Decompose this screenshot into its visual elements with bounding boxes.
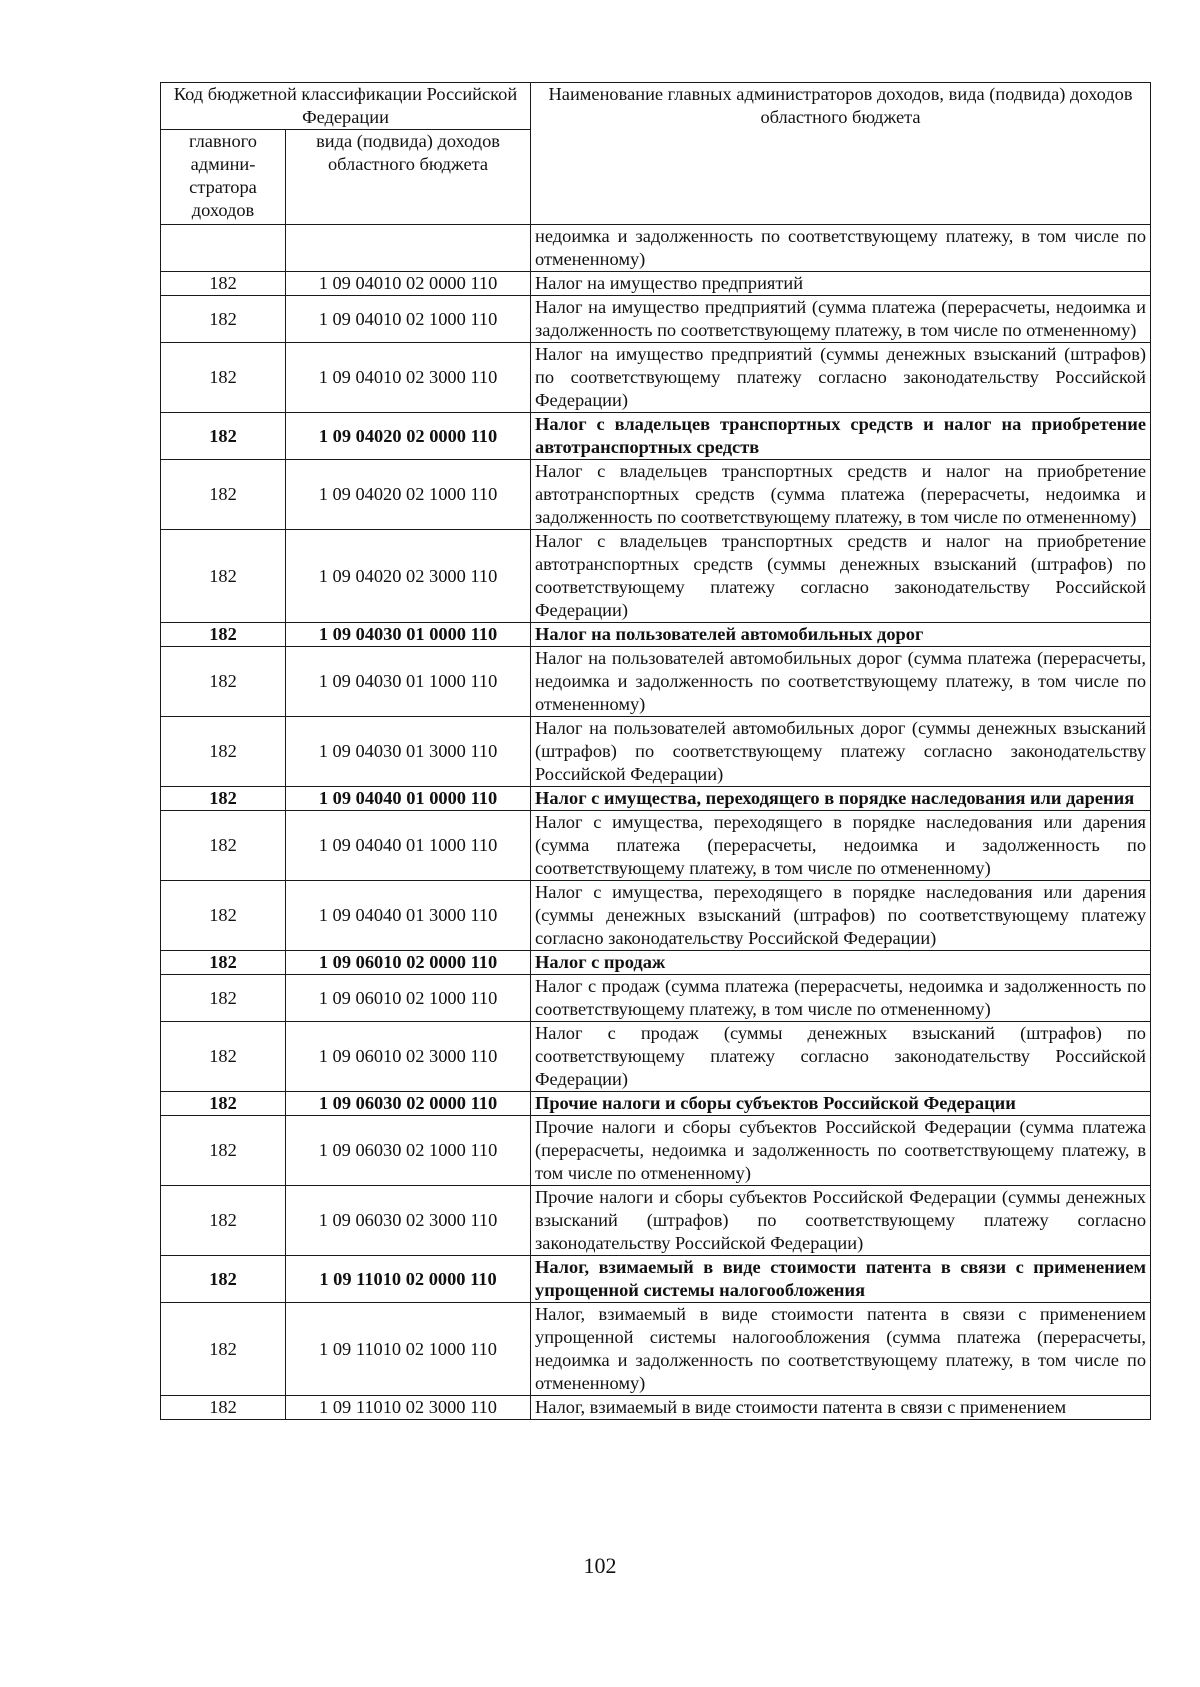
- table-row: [161, 343, 1151, 413]
- income-code-cell: 1 09 04020 02 0000 110: [286, 413, 531, 460]
- income-description-cell: Налог с имущества, переходящего в порядке наследования или дарения (суммы денежных взысканий (штрафов) по соответствующему платежу согласно законодательству Российской Федерации): [531, 881, 1151, 951]
- budget-classification-table: [160, 82, 1151, 1420]
- income-code-cell: [286, 225, 531, 272]
- header-admin-column: главного админи- стратора доходов: [161, 130, 286, 225]
- income-code-cell: 1 09 06030 02 1000 110: [286, 1116, 531, 1186]
- table-row: [161, 717, 1151, 787]
- admin-code-cell: 182: [161, 1256, 286, 1303]
- admin-code-cell: 182: [161, 1116, 286, 1186]
- income-description-cell: Налог, взимаемый в виде стоимости патента в связи с применением: [531, 1396, 1151, 1420]
- income-code-cell: 1 09 04010 02 1000 110: [286, 296, 531, 343]
- income-description-cell: Налог на имущество предприятий (сумма платежа (перерасчеты, недоимка и задолженность по соответствующему платежу, в том числе по отмененному): [531, 296, 1151, 343]
- admin-code-cell: 182: [161, 1186, 286, 1256]
- admin-code-cell: [161, 225, 286, 272]
- admin-code-cell: 182: [161, 787, 286, 811]
- admin-code-cell: 182: [161, 717, 286, 787]
- table-row: [161, 951, 1151, 975]
- admin-code-cell: 182: [161, 1092, 286, 1116]
- income-code-cell: 1 09 06010 02 0000 110: [286, 951, 531, 975]
- income-code-cell: 1 09 11010 02 1000 110: [286, 1303, 531, 1396]
- admin-code-cell: 182: [161, 343, 286, 413]
- table-row: [161, 647, 1151, 717]
- income-code-cell: 1 09 11010 02 0000 110: [286, 1256, 531, 1303]
- admin-code-cell: 182: [161, 272, 286, 296]
- table-row: [161, 1092, 1151, 1116]
- income-description-cell: Налог на пользователей автомобильных дорог (суммы денежных взысканий (штрафов) по соответствующему платежу согласно законодательству Российской Федерации): [531, 717, 1151, 787]
- income-description-cell: Прочие налоги и сборы субъектов Российской Федерации (суммы денежных взысканий (штрафов) по соответствующему платежу согласно законодательству Российской Федерации): [531, 1186, 1151, 1256]
- income-description-cell: Налог с продаж (сумма платежа (перерасчеты, недоимка и задолженность по соответствующему платежу, в том числе по отмененному): [531, 975, 1151, 1022]
- income-description-cell: Налог с владельцев транспортных средств и налог на приобретение автотранспортных средств (сумма платежа (перерасчеты, недоимка и задолженность по соответствующему платежу, в том числе по отмененному): [531, 460, 1151, 530]
- admin-code-cell: 182: [161, 811, 286, 881]
- income-description-cell: Налог с имущества, переходящего в порядке наследования или дарения (сумма платежа (перерасчеты, недоимка и задолженность по соответствующему платежу, в том числе по отмененному): [531, 811, 1151, 881]
- table-row: [161, 1116, 1151, 1186]
- income-code-cell: 1 09 04030 01 3000 110: [286, 717, 531, 787]
- income-description-cell: Налог, взимаемый в виде стоимости патента в связи с применением упрощенной системы налогообложения (сумма платежа (перерасчеты, недоимка и задолженность по соответствующему платежу, в том числе по отмененному): [531, 1303, 1151, 1396]
- admin-code-cell: 182: [161, 1022, 286, 1092]
- table-row: [161, 1303, 1151, 1396]
- table-row: [161, 881, 1151, 951]
- income-code-cell: 1 09 11010 02 3000 110: [286, 1396, 531, 1420]
- table-row: [161, 530, 1151, 623]
- income-description-cell: Налог на пользователей автомобильных дорог: [531, 623, 1151, 647]
- income-description-cell: Налог с имущества, переходящего в порядке наследования или дарения: [531, 787, 1151, 811]
- admin-code-cell: 182: [161, 881, 286, 951]
- header-code-column: вида (подвида) доходов областного бюджета: [286, 130, 531, 225]
- admin-code-cell: 182: [161, 975, 286, 1022]
- income-description-cell: Налог с владельцев транспортных средств и налог на приобретение автотранспортных средств: [531, 413, 1151, 460]
- income-code-cell: 1 09 04040 01 0000 110: [286, 787, 531, 811]
- table-row: [161, 460, 1151, 530]
- income-code-cell: 1 09 06030 02 3000 110: [286, 1186, 531, 1256]
- income-description-cell: Налог с продаж: [531, 951, 1151, 975]
- income-description-cell: Налог, взимаемый в виде стоимости патента в связи с применением упрощенной системы налогообложения: [531, 1256, 1151, 1303]
- income-code-cell: 1 09 04010 02 0000 110: [286, 272, 531, 296]
- header-code-group: Код бюджетной классификации Российской Федерации: [161, 83, 531, 130]
- table-row: [161, 225, 1151, 272]
- admin-code-cell: 182: [161, 460, 286, 530]
- income-code-cell: 1 09 04040 01 1000 110: [286, 811, 531, 881]
- income-description-cell: Налог с продаж (суммы денежных взысканий (штрафов) по соответствующему платежу согласно законодательству Российской Федерации): [531, 1022, 1151, 1092]
- budget-table-sheet: [160, 82, 1150, 1420]
- income-description-cell: Налог на имущество предприятий: [531, 272, 1151, 296]
- income-description-cell: Прочие налоги и сборы субъектов Российской Федерации: [531, 1092, 1151, 1116]
- table-row: [161, 811, 1151, 881]
- income-code-cell: 1 09 04020 02 1000 110: [286, 460, 531, 530]
- income-code-cell: 1 09 04010 02 3000 110: [286, 343, 531, 413]
- income-description-cell: Налог на пользователей автомобильных дорог (сумма платежа (перерасчеты, недоимка и задолженность по соответствующему платежу, в том числе по отмененному): [531, 647, 1151, 717]
- table-body: [161, 225, 1151, 1420]
- income-code-cell: 1 09 06030 02 0000 110: [286, 1092, 531, 1116]
- admin-code-cell: 182: [161, 1396, 286, 1420]
- table-row: [161, 975, 1151, 1022]
- income-code-cell: 1 09 06010 02 3000 110: [286, 1022, 531, 1092]
- admin-code-cell: 182: [161, 296, 286, 343]
- admin-code-cell: 182: [161, 530, 286, 623]
- table-row: [161, 1396, 1151, 1420]
- table-row: [161, 1186, 1151, 1256]
- income-code-cell: 1 09 04040 01 3000 110: [286, 881, 531, 951]
- header-name-column: Наименование главных администраторов доходов, вида (подвида) доходов областного бюджета: [531, 83, 1151, 225]
- income-code-cell: 1 09 04020 02 3000 110: [286, 530, 531, 623]
- table-row: [161, 787, 1151, 811]
- income-description-cell: Налог на имущество предприятий (суммы денежных взысканий (штрафов) по соответствующему платежу согласно законодательству Российской Федерации): [531, 343, 1151, 413]
- admin-code-cell: 182: [161, 1303, 286, 1396]
- table-header: [161, 83, 1151, 225]
- income-description-cell: недоимка и задолженность по соответствующему платежу, в том числе по отмененному): [531, 225, 1151, 272]
- admin-code-cell: 182: [161, 647, 286, 717]
- admin-code-cell: 182: [161, 413, 286, 460]
- income-code-cell: 1 09 04030 01 1000 110: [286, 647, 531, 717]
- income-description-cell: Прочие налоги и сборы субъектов Российской Федерации (сумма платежа (перерасчеты, недоимка и задолженность по соответствующему платежу, в том числе по отмененному): [531, 1116, 1151, 1186]
- table-row: [161, 1022, 1151, 1092]
- page-number: 102: [583, 1553, 617, 1578]
- table-row: [161, 413, 1151, 460]
- admin-code-cell: 182: [161, 623, 286, 647]
- income-code-cell: 1 09 04030 01 0000 110: [286, 623, 531, 647]
- table-row: [161, 272, 1151, 296]
- table-row: [161, 1256, 1151, 1303]
- income-description-cell: Налог с владельцев транспортных средств и налог на приобретение автотранспортных средств (суммы денежных взысканий (штрафов) по соответствующему платежу согласно законодательству Российской Федерации): [531, 530, 1151, 623]
- table-row: [161, 296, 1151, 343]
- table-row: [161, 623, 1151, 647]
- admin-code-cell: 182: [161, 951, 286, 975]
- income-code-cell: 1 09 06010 02 1000 110: [286, 975, 531, 1022]
